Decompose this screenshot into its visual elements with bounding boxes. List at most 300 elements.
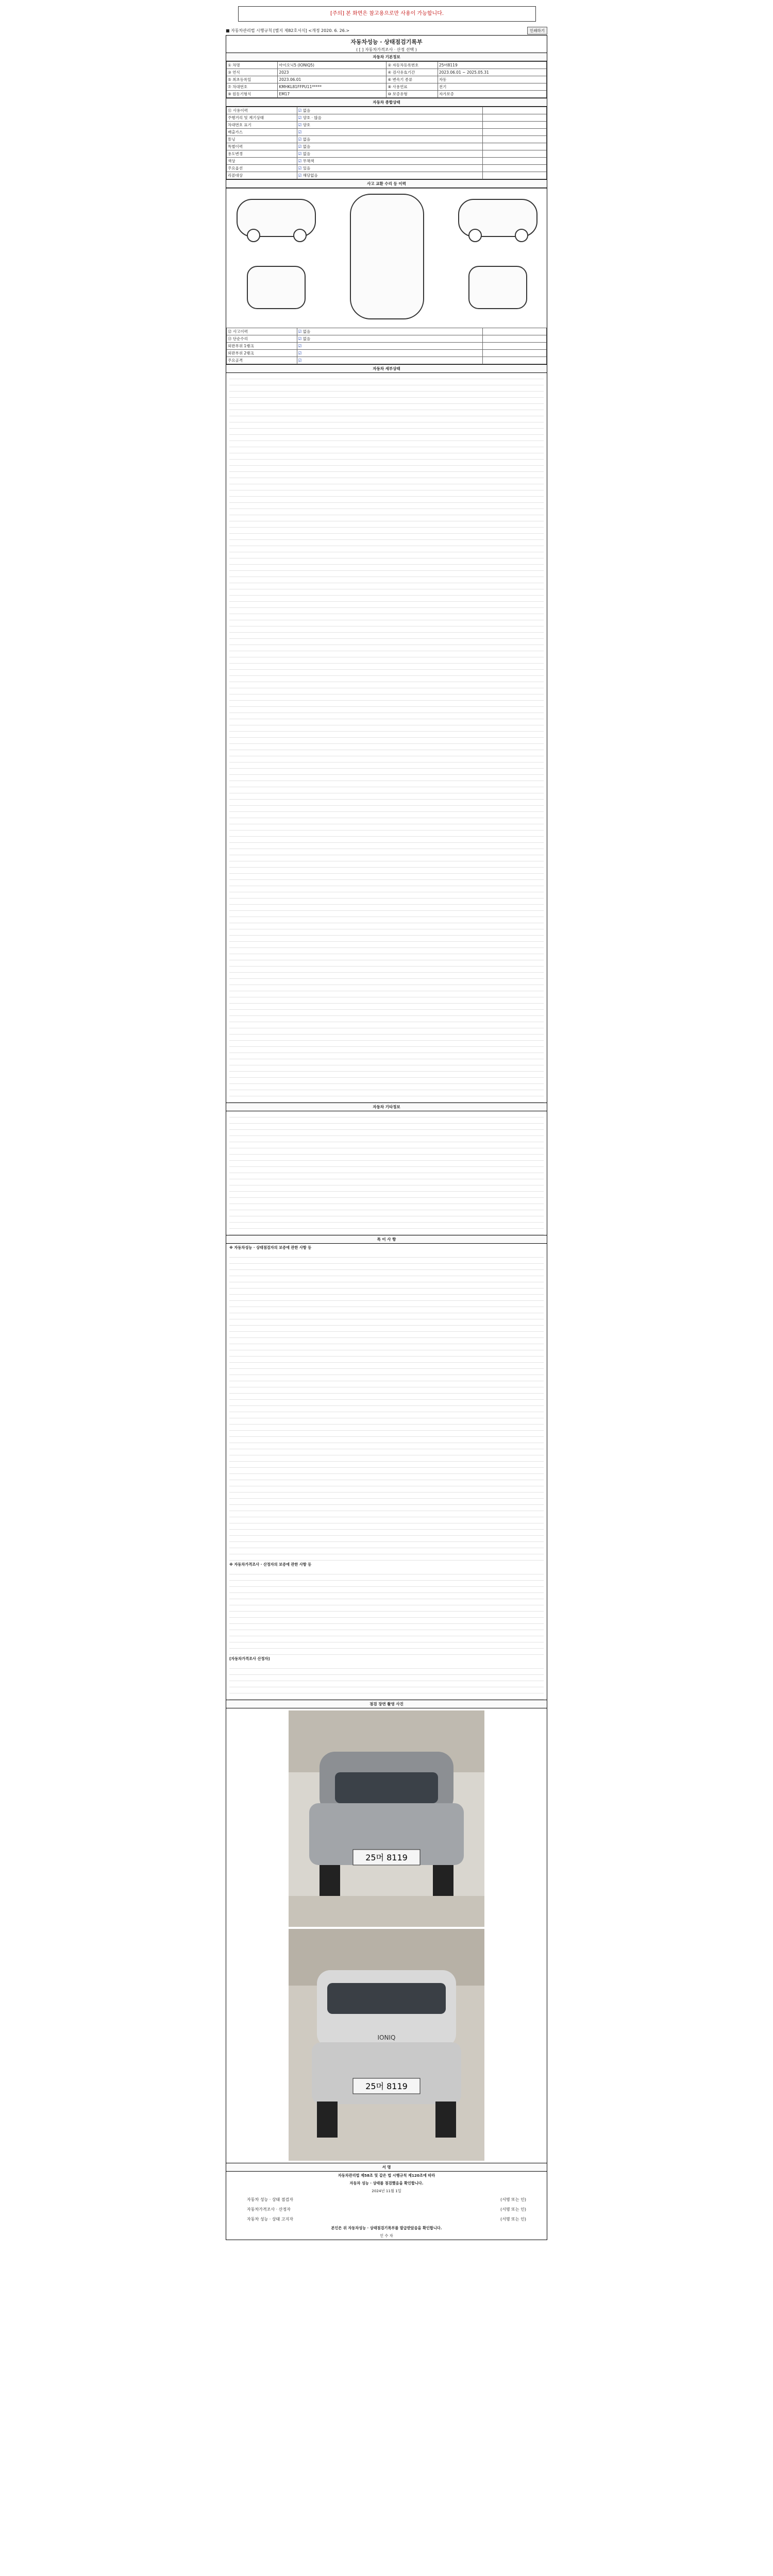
- sign-row-notifier: [226, 2214, 547, 2224]
- text-line: [229, 973, 544, 979]
- text-line: [229, 1406, 544, 1412]
- row-label: 주요옵션: [227, 165, 297, 172]
- text-line: [229, 1096, 544, 1103]
- row-value: 없음: [303, 336, 311, 341]
- text-line: [229, 577, 544, 583]
- text-line: [229, 880, 544, 886]
- row-value: 양호 · 많음: [303, 115, 322, 120]
- text-line: [229, 503, 544, 509]
- text-line: [229, 1258, 544, 1264]
- text-line: [229, 447, 544, 453]
- text-line: [229, 1350, 544, 1357]
- row-note: [482, 158, 546, 165]
- text-line: [229, 583, 544, 589]
- status-row: [227, 150, 547, 158]
- row-value: 양호: [303, 123, 311, 127]
- text-line: [229, 868, 544, 874]
- text-line: [229, 596, 544, 602]
- text-line: [229, 892, 544, 899]
- text-line: [229, 1663, 544, 1669]
- text-line: [229, 1326, 544, 1332]
- text-line: [229, 899, 544, 905]
- text-line: [229, 614, 544, 620]
- row-value: 없음: [303, 144, 311, 149]
- text-line: [229, 1053, 544, 1059]
- value-first-reg: 2023.06.01: [278, 76, 386, 83]
- label-transmission: ⑥ 변속기 종류: [386, 76, 438, 83]
- sign-footer: 본인은 위 자동차성능 · 상태점검기록부를 발급받았음을 확인합니다.: [331, 2226, 442, 2230]
- label-first-reg: ⑤ 최초등록일: [227, 76, 278, 83]
- text-line: [229, 1090, 544, 1096]
- row-label: ⑪ 사용이력: [227, 107, 297, 114]
- value-transmission: 자동: [438, 76, 546, 83]
- status-row: [227, 114, 547, 122]
- doc-header-row: [226, 26, 547, 35]
- row-checkboxes: ☑ 없음: [297, 107, 482, 114]
- row-checkboxes: ☑: [297, 357, 482, 364]
- text-line: [229, 849, 544, 855]
- text-line: [229, 1301, 544, 1307]
- label-warranty: ⑩ 보증유형: [386, 91, 438, 98]
- text-line: [229, 1568, 544, 1574]
- text-line: [229, 1289, 544, 1295]
- text-line: [229, 806, 544, 812]
- label-vin: ⑦ 차대번호: [227, 83, 278, 91]
- rear-plate-text: 25머 8119: [365, 2081, 408, 2091]
- row-checkboxes: ☑ 없음: [297, 136, 482, 143]
- text-line: [229, 1387, 544, 1394]
- text-line: [229, 793, 544, 800]
- text-line: [229, 1381, 544, 1387]
- text-line: [229, 1493, 544, 1499]
- row-label: 외판부위 2랭크: [227, 350, 297, 357]
- text-line: [229, 1523, 544, 1530]
- text-line: [229, 1363, 544, 1369]
- damage-row: [227, 357, 547, 364]
- row-value: 없음: [303, 329, 311, 334]
- special-notes-title: ※ 자동차성능 · 상태점검자의 보증에 관한 사항 등: [229, 1245, 312, 1250]
- text-line: [229, 1375, 544, 1381]
- text-line: [229, 756, 544, 762]
- text-line: [229, 521, 544, 528]
- text-line: [229, 392, 544, 398]
- text-line: [229, 991, 544, 997]
- text-line: [229, 1548, 544, 1554]
- text-line: [229, 1536, 544, 1542]
- sign-slot: (서명 또는 인): [500, 2197, 526, 2202]
- text-line: [229, 633, 544, 639]
- text-line: [229, 861, 544, 868]
- value-engine: EM17: [278, 91, 386, 98]
- text-line: [229, 960, 544, 967]
- section-other-info: 자동차 기타정보: [226, 1103, 547, 1111]
- text-line: [229, 1155, 544, 1161]
- text-line: [229, 379, 544, 385]
- text-line: [229, 1605, 544, 1612]
- row-label: 주행거리 및 계기상태: [227, 114, 297, 122]
- text-line: [229, 1412, 544, 1418]
- text-line: [229, 490, 544, 497]
- label-model: ① 차명: [227, 62, 278, 69]
- row-note: [482, 328, 546, 335]
- text-line: [229, 416, 544, 422]
- text-line: [229, 874, 544, 880]
- text-line: [229, 1161, 544, 1167]
- row-label: 배출가스: [227, 129, 297, 136]
- row-value: 해당없음: [303, 173, 318, 178]
- front-plate-text: 25머 8119: [365, 1853, 408, 1862]
- text-line: [229, 1599, 544, 1605]
- text-line: [229, 1229, 544, 1235]
- row-checkboxes: ☑ 양호: [297, 122, 482, 129]
- text-line: [229, 1035, 544, 1041]
- text-line: [229, 664, 544, 670]
- row-label: 주요골격: [227, 357, 297, 364]
- sign-row-appraiser: [226, 2205, 547, 2214]
- wheel-icon: [293, 229, 307, 242]
- text-line: [229, 948, 544, 954]
- row-note: [482, 136, 546, 143]
- row-value: 없음: [303, 137, 311, 142]
- text-line: [229, 886, 544, 892]
- text-line: [229, 515, 544, 521]
- row-note: [482, 107, 546, 114]
- text-line: [229, 1270, 544, 1276]
- status-row: [227, 172, 547, 179]
- text-line: [229, 738, 544, 744]
- text-line: [229, 1124, 544, 1130]
- text-line: [229, 1010, 544, 1016]
- text-line: [229, 1669, 544, 1675]
- text-line: [229, 1198, 544, 1204]
- text-line: [229, 1400, 544, 1406]
- text-line: [229, 1499, 544, 1505]
- text-line: [229, 608, 544, 614]
- text-line: [229, 855, 544, 861]
- text-line: [229, 1474, 544, 1480]
- section-damage-history: 사고 교환 수리 등 이력: [226, 179, 547, 188]
- status-row: [227, 122, 547, 129]
- special-notes-body-2: [226, 1568, 547, 1655]
- text-line: [229, 1687, 544, 1693]
- status-row: [227, 158, 547, 165]
- doc-subtitle: ( [ ] 자동차가격조사 · 산정 선택 ): [356, 47, 417, 52]
- text-line: [229, 1041, 544, 1047]
- text-line: [229, 1425, 544, 1431]
- text-line: [229, 1282, 544, 1289]
- row-label: ⑬ 단순수리: [227, 335, 297, 343]
- text-line: [229, 1004, 544, 1010]
- text-line: [229, 1505, 544, 1511]
- row-label: 튜닝: [227, 136, 297, 143]
- text-line: [229, 540, 544, 546]
- text-line: [229, 942, 544, 948]
- row-value: 있음: [303, 166, 311, 171]
- text-line: [229, 1264, 544, 1270]
- text-line: [229, 1468, 544, 1474]
- text-line: [229, 1554, 544, 1561]
- section-detail-status: 자동차 세부상태: [226, 364, 547, 373]
- text-line: [229, 843, 544, 849]
- text-line: [229, 1612, 544, 1618]
- value-warranty: 자가보증: [438, 91, 546, 98]
- text-line: [229, 398, 544, 404]
- text-line: [229, 831, 544, 837]
- text-line: [229, 1084, 544, 1090]
- text-line: [229, 713, 544, 719]
- row-checkboxes: ☑ 없음: [297, 143, 482, 150]
- text-line: [229, 602, 544, 608]
- text-line: [229, 466, 544, 472]
- text-line: [229, 1016, 544, 1022]
- text-line: [229, 800, 544, 806]
- text-line: [229, 750, 544, 756]
- section-overall-status: 자동차 종합상태: [226, 98, 547, 107]
- label-year: ③ 연식: [227, 69, 278, 76]
- text-line: [229, 1204, 544, 1210]
- text-line: [229, 979, 544, 985]
- text-line: [229, 571, 544, 577]
- text-line: [229, 967, 544, 973]
- text-line: [229, 1338, 544, 1344]
- rear-car-image: [289, 1929, 484, 2161]
- text-line: [229, 1117, 544, 1124]
- text-line: [229, 497, 544, 503]
- row-value: 없음: [303, 151, 311, 156]
- damage-history-table: [226, 328, 547, 364]
- row-note: [482, 335, 546, 343]
- text-line: [229, 1542, 544, 1548]
- text-line: [229, 1344, 544, 1350]
- text-line: [229, 719, 544, 725]
- text-line: [229, 923, 544, 929]
- row-value: 없음: [303, 108, 311, 113]
- text-line: [229, 1028, 544, 1035]
- label-fuel: ⑧ 사용연료: [386, 83, 438, 91]
- form-reference: ■ 자동차관리법 시행규칙 [별지 제82호서식] <개정 2020. 6. 26.>: [226, 28, 350, 33]
- text-line: [229, 472, 544, 478]
- special-notes-body: [226, 1251, 547, 1561]
- text-line: [229, 725, 544, 732]
- wheel-icon: [247, 229, 260, 242]
- wheel-icon: [515, 229, 528, 242]
- text-line: [229, 818, 544, 824]
- text-line: [229, 812, 544, 818]
- text-line: [229, 1313, 544, 1319]
- text-line: [229, 453, 544, 460]
- car-damage-diagram: [226, 188, 547, 328]
- row-label: 용도변경: [227, 150, 297, 158]
- row-note: [482, 172, 546, 179]
- value-model: 아이오닉5 (IONIQ5): [278, 62, 386, 69]
- text-line: [229, 917, 544, 923]
- car-top-outline: [350, 194, 424, 319]
- row-checkboxes: ☑: [297, 350, 482, 357]
- row-checkboxes: ☑ 양호 · 많음: [297, 114, 482, 122]
- damage-row: [227, 328, 547, 335]
- special-notes-body-3: [226, 1663, 547, 1700]
- text-line: [229, 546, 544, 552]
- row-note: [482, 122, 546, 129]
- text-line: [229, 651, 544, 657]
- basic-info-table: [226, 61, 547, 98]
- sign-row-inspector: [226, 2195, 547, 2205]
- label-inspection-period: ④ 검사유효기간: [386, 69, 438, 76]
- doc-title: 자동차성능 · 상태점검기록부: [350, 39, 423, 45]
- text-line: [229, 1319, 544, 1326]
- text-line: [229, 1581, 544, 1587]
- text-line: [229, 534, 544, 540]
- text-line: [229, 460, 544, 466]
- text-line: [229, 552, 544, 558]
- text-line: [229, 1449, 544, 1455]
- damage-row: [227, 335, 547, 343]
- sign-date: 2024년 11월 1일: [372, 2189, 401, 2193]
- sign-role-notifier: 자동차 성능 · 상태 고지자: [247, 2217, 293, 2222]
- text-line: [229, 775, 544, 781]
- status-row: [227, 143, 547, 150]
- text-line: [229, 1332, 544, 1338]
- text-line: [229, 701, 544, 707]
- row-checkboxes: ☑ 있음: [297, 165, 482, 172]
- text-line: [229, 769, 544, 775]
- text-line: [229, 787, 544, 793]
- row-label: 특별이력: [227, 143, 297, 150]
- warning-notice: [주의] 본 화면은 참고용으로만 사용이 가능합니다.: [238, 6, 536, 22]
- overall-status-table: [226, 107, 547, 179]
- text-line: [229, 422, 544, 429]
- text-line: [229, 682, 544, 688]
- text-line: [229, 1142, 544, 1148]
- text-line: [229, 1675, 544, 1681]
- text-line: [229, 694, 544, 701]
- front-car-image: [289, 1710, 484, 1927]
- text-line: [229, 1210, 544, 1216]
- text-line: [229, 1047, 544, 1053]
- text-line: [229, 645, 544, 651]
- car-rear-outline: [468, 266, 527, 309]
- inspection-document: [226, 26, 547, 2571]
- record-frame: [226, 35, 547, 2240]
- text-line: [229, 1593, 544, 1599]
- text-line: [229, 1223, 544, 1229]
- section-signature: 서 명: [226, 2163, 547, 2172]
- text-line: [229, 1693, 544, 1700]
- text-line: [229, 1173, 544, 1179]
- row-note: [482, 150, 546, 158]
- text-line: [229, 1642, 544, 1649]
- text-line: [229, 905, 544, 911]
- text-line: [229, 558, 544, 565]
- text-line: [229, 1511, 544, 1517]
- value-inspection-period: 2023.06.01 ~ 2025.05.31: [438, 69, 546, 76]
- text-line: [229, 670, 544, 676]
- text-line: [229, 1630, 544, 1636]
- status-row: [227, 165, 547, 172]
- text-line: [229, 657, 544, 664]
- text-line: [229, 639, 544, 645]
- value-vin: KMHKL81FFPU11*****: [278, 83, 386, 91]
- text-line: [229, 954, 544, 960]
- text-line: [229, 1624, 544, 1630]
- text-line: [229, 997, 544, 1004]
- text-line: [229, 1276, 544, 1282]
- print-button[interactable]: 인쇄하기: [527, 27, 547, 35]
- text-line: [229, 1455, 544, 1462]
- text-line: [229, 1251, 544, 1258]
- text-line: [229, 1394, 544, 1400]
- sign-role-inspector: 자동차 성능 · 상태 점검자: [247, 2197, 293, 2202]
- text-line: [229, 565, 544, 571]
- row-checkboxes: ☑ 없음: [297, 150, 482, 158]
- text-line: [229, 435, 544, 441]
- text-line: [229, 1167, 544, 1173]
- text-line: [229, 528, 544, 534]
- row-checkboxes: ☑: [297, 129, 482, 136]
- text-line: [229, 1587, 544, 1593]
- text-line: [229, 478, 544, 484]
- value-year: 2023: [278, 69, 386, 76]
- section-photos: 점검 장면 촬영 사진: [226, 1700, 547, 1708]
- wheel-icon: [468, 229, 482, 242]
- sign-slot: (서명 또는 인): [500, 2207, 526, 2212]
- text-line: [229, 676, 544, 682]
- text-line: [229, 429, 544, 435]
- special-notes-title-2: ※ 자동차가격조사 · 산정자의 보증에 관한 사항 등: [229, 1562, 312, 1567]
- row-note: [482, 129, 546, 136]
- text-line: [229, 1111, 544, 1117]
- row-checkboxes: ☑ 없음: [297, 328, 482, 335]
- text-line: [229, 626, 544, 633]
- row-checkboxes: ☑ 해당없음: [297, 172, 482, 179]
- text-line: [229, 1649, 544, 1655]
- car-front-outline: [247, 266, 306, 309]
- text-line: [229, 1431, 544, 1437]
- row-label: 리콜대상: [227, 172, 297, 179]
- special-notes-title-3: [자동차가격조사 산정자]: [229, 1656, 270, 1661]
- text-line: [229, 1574, 544, 1581]
- text-line: [229, 1618, 544, 1624]
- detail-status-table: [226, 373, 547, 1103]
- row-note: [482, 165, 546, 172]
- section-special-notes: 특 이 사 항: [226, 1235, 547, 1244]
- text-line: [229, 373, 544, 379]
- text-line: [229, 781, 544, 787]
- text-line: [229, 1357, 544, 1363]
- sign-role-appraiser: 자동차가격조사 · 산정자: [247, 2207, 291, 2212]
- text-line: [229, 1179, 544, 1185]
- row-label: ⑫ 사고이력: [227, 328, 297, 335]
- text-line: [229, 1486, 544, 1493]
- row-label: 차대번호 표기: [227, 122, 297, 129]
- rear-badge-text: IONIQ: [377, 2034, 396, 2041]
- other-info-table: [226, 1111, 547, 1235]
- text-line: [229, 410, 544, 416]
- text-line: [229, 1130, 544, 1136]
- sign-statement-1: 자동차관리법 제58조 및 같은 법 시행규칙 제120조에 따라: [338, 2173, 435, 2178]
- row-note: [482, 357, 546, 364]
- label-engine: ⑨ 원동기형식: [227, 91, 278, 98]
- text-line: [229, 985, 544, 991]
- text-line: [229, 1437, 544, 1443]
- row-checkboxes: ☑ 무채색: [297, 158, 482, 165]
- text-line: [229, 385, 544, 392]
- text-line: [229, 589, 544, 596]
- label-plate: ② 자동차등록번호: [386, 62, 438, 69]
- text-line: [229, 911, 544, 917]
- status-row: [227, 136, 547, 143]
- text-line: [229, 837, 544, 843]
